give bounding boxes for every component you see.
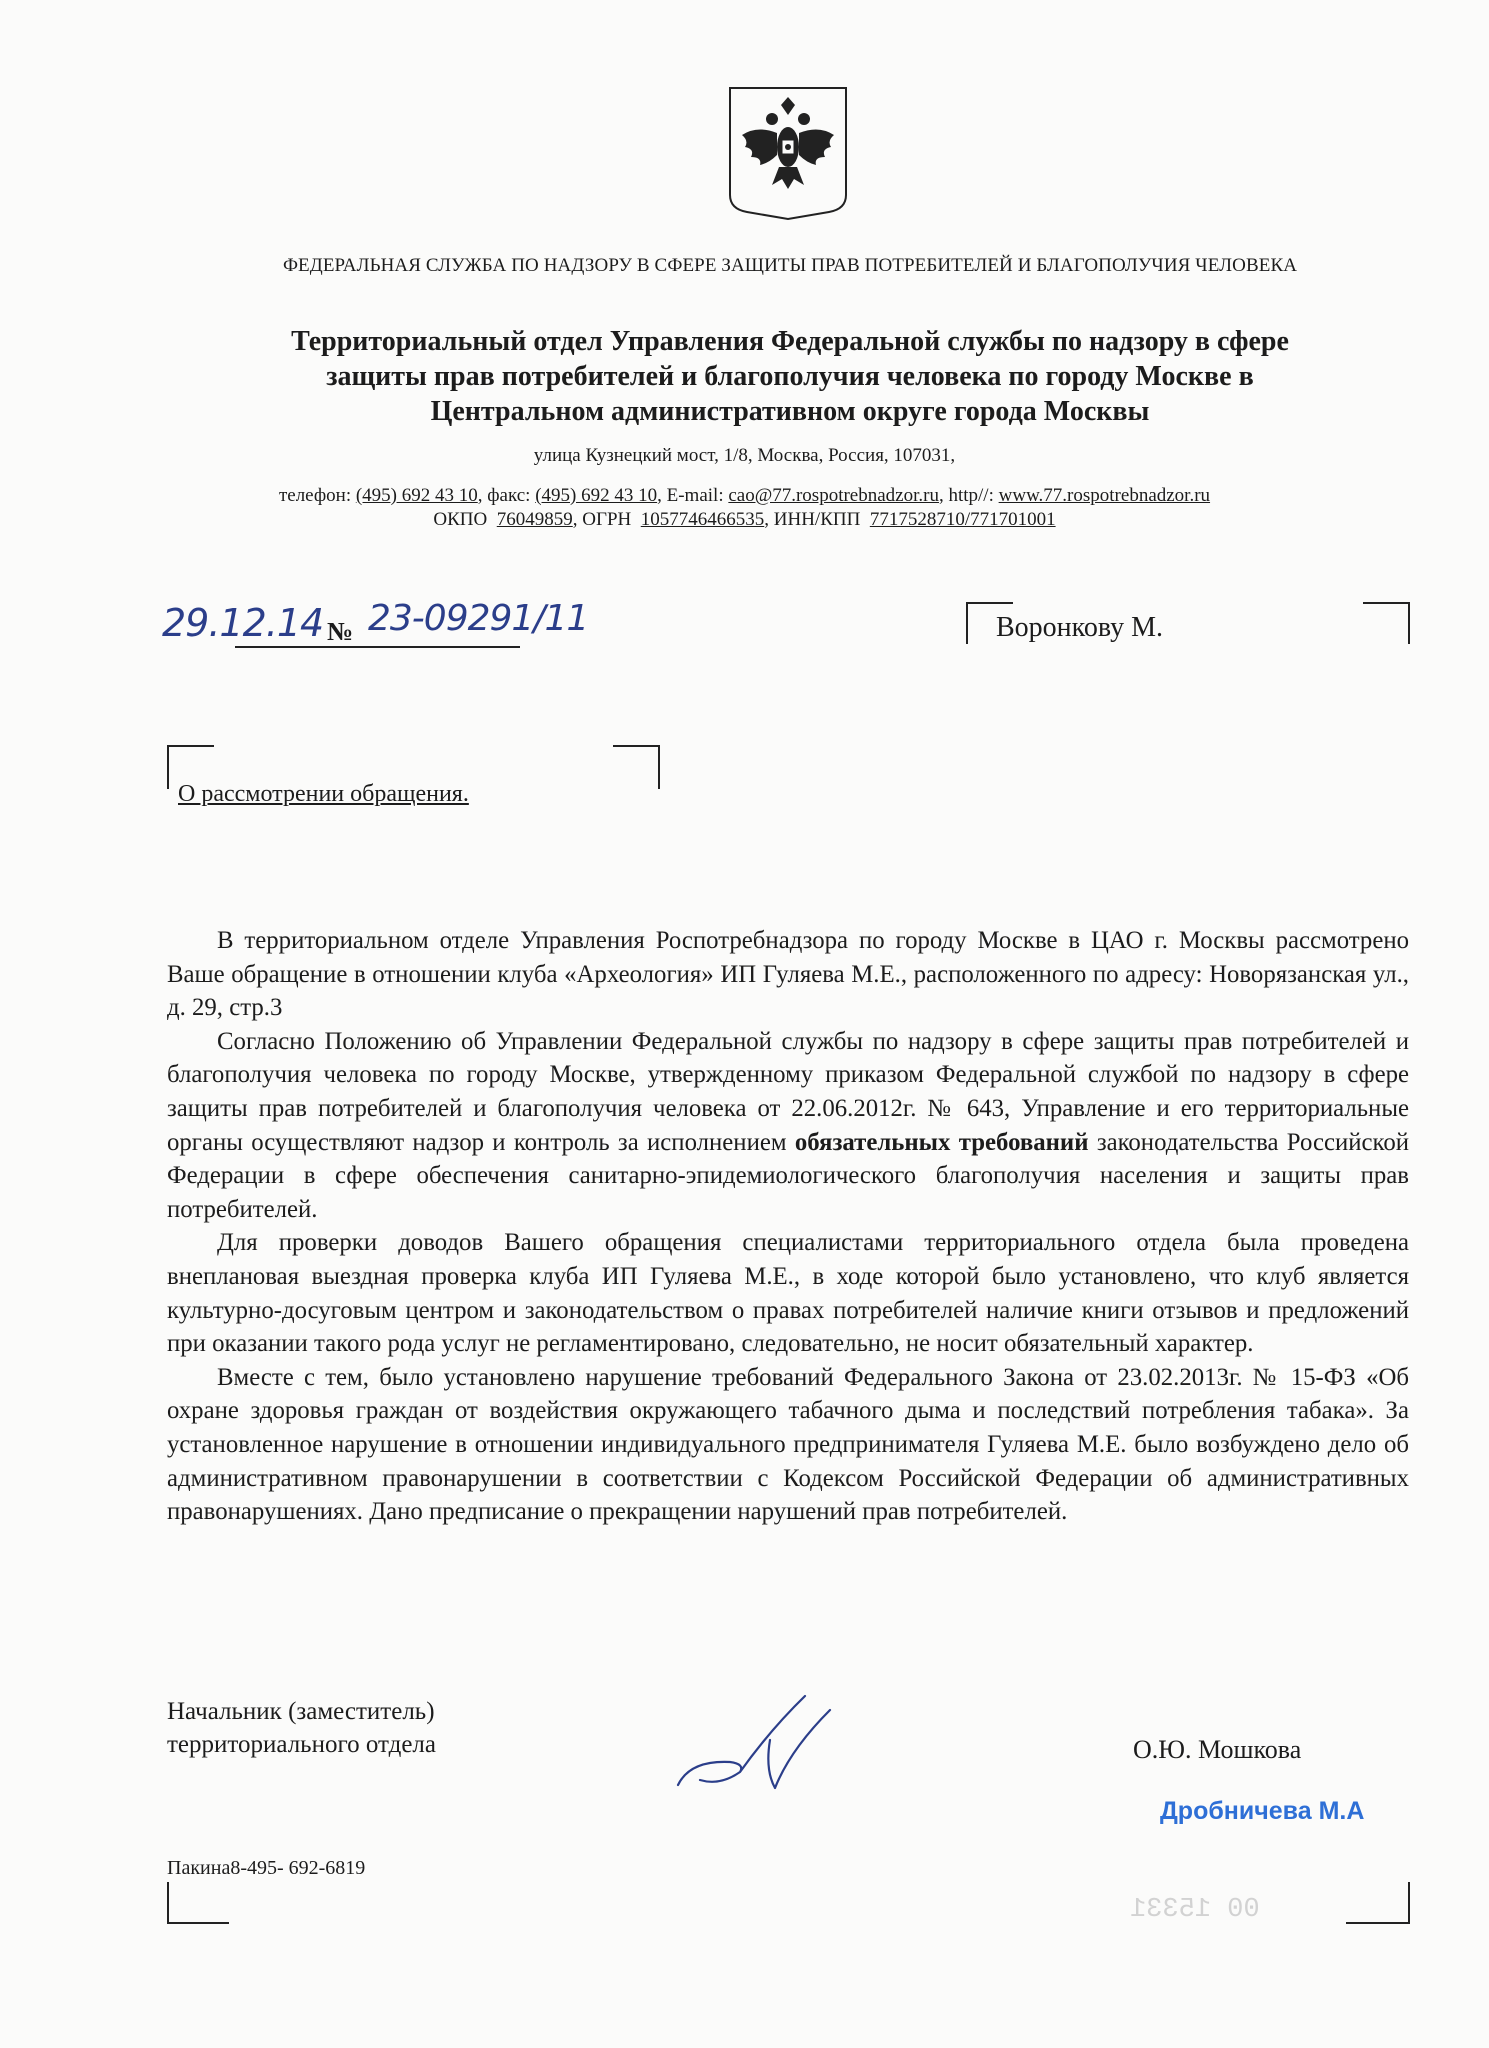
body-paragraph: В территориальном отделе Управления Роспотребнадзора по городу Москве в ЦАО г. Москвы рассмотрено Ваше обращение в отношении клуба «Археология» ИП Гуляева М.Е., расположенного по адресу: Новорязанская ул., д. 29, стр.3 bbox=[167, 927, 1409, 1022]
okpo-label: ОКПО bbox=[433, 509, 488, 530]
signatory-title bbox=[167, 1695, 436, 1761]
department-line: защиты прав потребителей и благополучия человека по городу Москве в bbox=[326, 361, 1254, 392]
handwritten-signature bbox=[670, 1690, 840, 1800]
website-link[interactable]: www.77.rospotrebnadzor.ru bbox=[998, 485, 1211, 506]
email-link[interactable]: cao@77.rospotrebnadzor.ru bbox=[728, 485, 939, 506]
recipient-corner-right bbox=[1363, 602, 1410, 644]
signatory-name: О.Ю. Мошкова bbox=[1133, 1735, 1302, 1764]
date-underline bbox=[235, 646, 520, 648]
ogrn-value: 1057746466535 bbox=[640, 509, 765, 530]
requisites-line bbox=[0, 508, 1489, 532]
serial-number-bleed: 00 15331 bbox=[1130, 1895, 1260, 1925]
fax-label: , факс: bbox=[477, 485, 531, 506]
executor-contact: Пакина8-495- 692-6819 bbox=[167, 1857, 366, 1879]
handwritten-reg-number: 23-09291/11 bbox=[368, 598, 589, 639]
signatory-title-line: территориального отдела bbox=[167, 1731, 436, 1758]
bottom-corner-left bbox=[167, 1882, 229, 1924]
phone-label: телефон: bbox=[278, 485, 352, 506]
address: улица Кузнецкий мост, 1/8, Москва, Россия, 107031, bbox=[533, 445, 956, 466]
coat-of-arms-emblem bbox=[727, 85, 849, 222]
stamp-name: Дробничева М.А bbox=[1160, 1797, 1365, 1825]
ogrn-label: , ОГРН bbox=[572, 509, 632, 530]
contacts-line bbox=[0, 484, 1489, 508]
contacts-block bbox=[0, 484, 1489, 532]
inn-label: , ИНН/КПП bbox=[764, 509, 861, 530]
letter-body bbox=[167, 924, 1409, 1529]
bottom-corner-right bbox=[1346, 1882, 1410, 1924]
subject-line: О рассмотрении обращения. bbox=[178, 781, 469, 807]
emphasized-text: обязательных требований bbox=[794, 1128, 1089, 1156]
recipient: Воронкову М. bbox=[996, 612, 1164, 643]
signatory-title-line: Начальник (заместитель) bbox=[167, 1698, 435, 1725]
handwritten-date: 29.12.14 bbox=[162, 601, 324, 645]
body-paragraph: Согласно Положению об Управлении Федеральной службы по надзору в сфере защиты прав потребителей и благополучия человека по городу Москве, утвержденному приказом Федеральной службой по надзору в сфере защиты прав потребителей и благополучия человека от 22.06.2012г. № 643, Управление и его территориальные органы осуществляют надзор и контроль за исполнением обязательных требований законодательства Российской Федерации в сфере обеспечения санитарно-эпидемиологического благополучия населения и защиты прав потребителей. bbox=[167, 1027, 1410, 1223]
body-paragraph: Для проверки доводов Вашего обращения специалистами территориального отдела была проведена внеплановая выездная проверка клуба ИП Гуляева М.Е., в ходе которой было установлено, что клуб является культурно-досуговым центром и законодательством о правах потребителей наличие книги отзывов и предложений при оказании такого рода услуг не регламентировано, следовательно, не носит обязательный характер. bbox=[167, 1229, 1409, 1358]
department-line: Центральном административном округе города Москвы bbox=[430, 396, 1150, 427]
phone-link[interactable]: (495) 692 43 10 bbox=[355, 485, 478, 506]
department-name bbox=[160, 324, 1420, 429]
inn-value: 7717528710/771701001 bbox=[869, 509, 1056, 530]
http-label: , http//: bbox=[938, 485, 994, 506]
department-line: Территориальный отдел Управления Федеральной службы по надзору в сфере bbox=[291, 326, 1289, 357]
body-paragraph: Вместе с тем, было установлено нарушение требований Федерального Закона от 23.02.2013г. № 15-ФЗ «Об охране здоровья граждан от воздействия окружающего табачного дыма и последствий потребления табака». За установленное нарушение в отношении индивидуального предпринимателя Гуляева М.Е. было возбуждено дело об административном правонарушении в соответствии с Кодексом Российской Федерации об административных правонарушениях. Дано предписание о прекращении нарушений прав потребителей. bbox=[167, 1363, 1409, 1526]
number-sign: № bbox=[327, 617, 354, 646]
subject-corner-right bbox=[613, 745, 660, 789]
fax-number: (495) 692 43 10 bbox=[535, 485, 658, 506]
agency-name: ФЕДЕРАЛЬНАЯ СЛУЖБА ПО НАДЗОРУ В СФЕРЕ ЗАЩИТЫ ПРАВ ПОТРЕБИТЕЛЕЙ И БЛАГОПОЛУЧИЯ ЧЕЛОВЕКА bbox=[282, 255, 1298, 276]
okpo-value: 76049859 bbox=[496, 509, 573, 530]
email-label: , E-mail: bbox=[657, 485, 724, 506]
